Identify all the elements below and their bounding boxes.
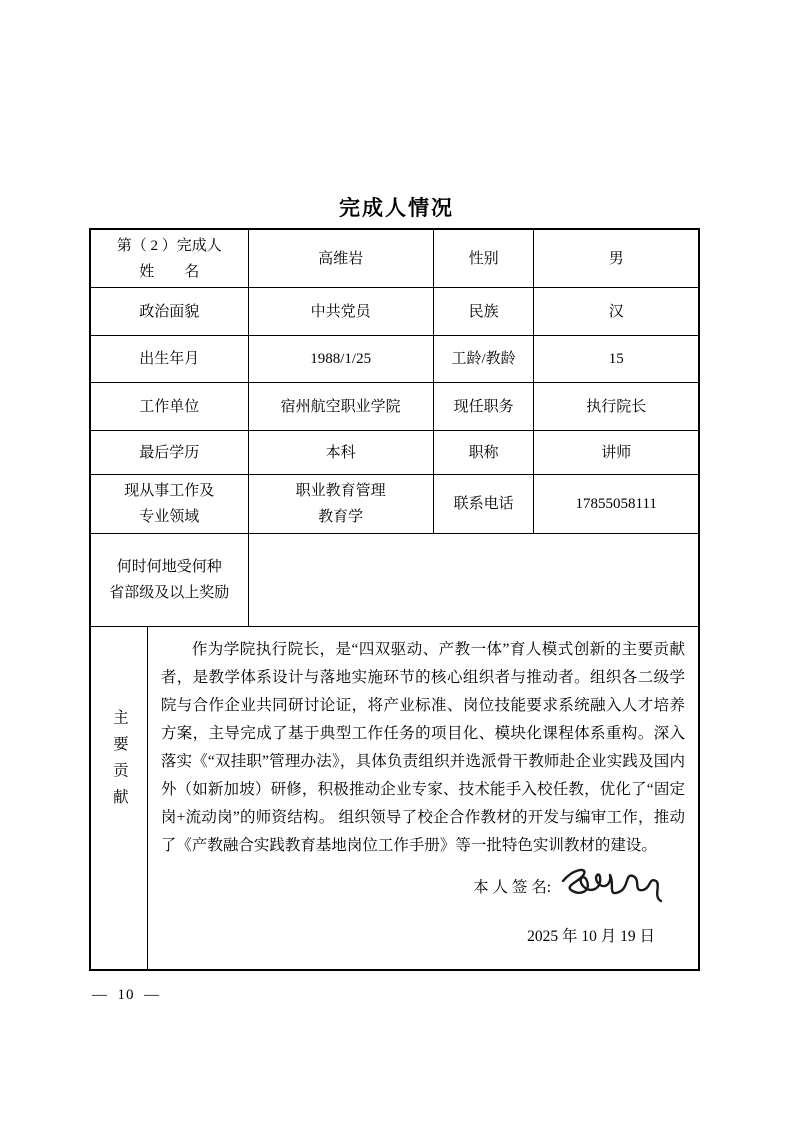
value-completer-name: 高维岩	[248, 230, 433, 287]
table-row-work-field	[91, 474, 698, 533]
value-work-unit: 宿州航空职业学院	[248, 383, 433, 430]
contribution-paragraph: 作为学院执行院长，是“四双驱动、产教一体”育人模式创新的主要贡献者，是教学体系设计与落地实施环节的核心组织者与推动者。组织各二级学院与合作企业共同研讨论证，将产业标准、岗位技能要求系统融入人才培养方案，主导完成了基于典型工作任务的项目化、模块化课程体系重构。深入落实《“双挂职”管理办法》，具体负责组织并选派骨干教师赴企业实践及国内外（如新加坡）研修，积极推动企业专家、技术能手入校任教，优化了“固定岗+流动岗”的师资结构。 组织领导了校企合作教材的开发与编审工作，推动了《产教融合实践教育基地岗位工作手册》等一批特色实训教材的建设。	[160, 641, 685, 854]
field-label-current-position: 现任职务	[433, 383, 534, 430]
field-label-main-contribution: 主要贡献	[110, 709, 128, 815]
value-work-field: 职业教育管理 教育学	[248, 475, 433, 533]
field-label-political-status: 政治面貌	[139, 303, 200, 320]
table-row-awards	[91, 533, 698, 626]
value-professional-title: 讲师	[533, 431, 698, 474]
value-birth-date: 1988/1/25	[248, 336, 433, 382]
field-label-birth-date: 出生年月	[139, 351, 200, 367]
table-row-completer-name	[91, 230, 698, 287]
value-main-contribution	[147, 627, 698, 969]
value-phone: 17855058111	[533, 475, 698, 533]
field-label-ethnicity: 民族	[433, 288, 534, 335]
signature-row	[161, 864, 685, 912]
table-row-work-unit	[91, 382, 698, 430]
value-work-years: 15	[533, 336, 698, 382]
signature-label: 本 人 签 名:	[473, 879, 551, 896]
value-political-status: 中共党员	[248, 288, 433, 335]
value-awards	[248, 534, 698, 626]
signature-handwriting-icon	[557, 859, 667, 911]
signature-date: 2025 年 10 月 19 日	[527, 928, 655, 945]
field-label-completer-name: 第（ 2 ）完成人 姓 名	[116, 237, 222, 280]
value-current-position: 执行院长	[533, 383, 698, 430]
table-row-birth-date	[91, 335, 698, 382]
table-row-political-status	[91, 287, 698, 335]
field-label-work-unit: 工作单位	[139, 398, 200, 415]
field-label-professional-title: 职称	[433, 431, 534, 474]
table-row-education	[91, 430, 698, 474]
field-label-phone: 联系电话	[433, 475, 534, 533]
completer-info-table	[89, 228, 700, 971]
field-label-awards: 何时何地受何种 省部级及以上奖励	[109, 559, 230, 601]
value-ethnicity: 汉	[533, 288, 698, 335]
field-label-work-field: 现从事工作及 专业领域	[124, 483, 215, 525]
page-title: 完成人情况	[339, 197, 454, 220]
field-label-education: 最后学历	[139, 444, 200, 461]
field-label-work-years: 工龄/教龄	[433, 336, 534, 382]
field-label-gender: 性别	[433, 230, 534, 287]
value-gender: 男	[533, 230, 698, 287]
value-education: 本科	[248, 431, 433, 474]
page-number: — 10 —	[92, 987, 160, 1003]
table-row-main-contribution	[91, 626, 698, 969]
